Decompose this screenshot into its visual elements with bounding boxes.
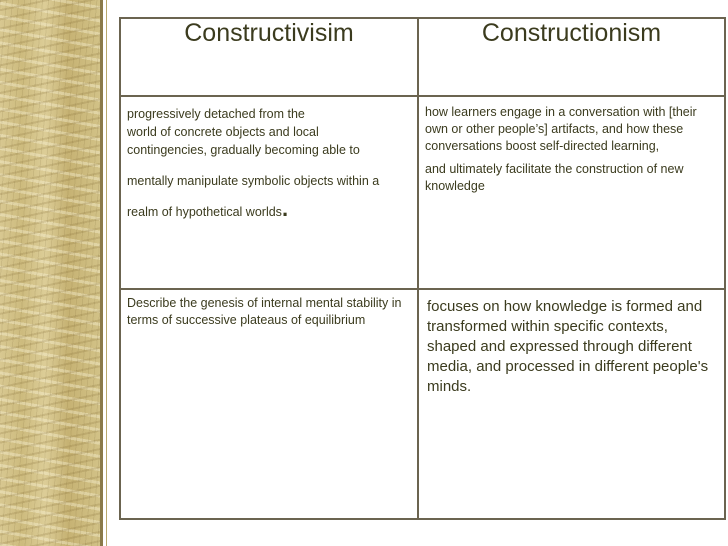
- cell-constructivism-description: [120, 96, 418, 289]
- header-constructionism: Constructionism: [418, 18, 725, 96]
- cell-paragraph: and ultimately facilitate the construction of new knowledge: [425, 162, 684, 193]
- cell-text-line: progressively detached from the: [127, 107, 305, 121]
- decorative-divider-line-thin: [106, 0, 107, 546]
- table-row: [120, 289, 725, 519]
- cell-constructivism-genesis: [120, 289, 418, 519]
- cell-text-line: world of concrete objects and local: [127, 125, 319, 139]
- table-header-row: [120, 18, 725, 96]
- cell-paragraph: how learners engage in a conversation with [their own or other people’s] artifacts, and how these conversations boost self-directed learning,: [425, 105, 697, 153]
- decorative-side-band: [0, 0, 100, 546]
- cell-text-line: mentally manipulate symbolic objects within a: [127, 174, 380, 188]
- cell-text-line: contingencies, gradually becoming able to: [127, 143, 360, 157]
- cell-text-line-last: [127, 196, 411, 223]
- cell-constructionism-focus: [418, 289, 725, 519]
- cell-text: realm of hypothetical worlds: [127, 205, 282, 219]
- cell-constructionism-description: [418, 96, 725, 289]
- end-mark: .: [281, 196, 289, 221]
- cell-text: Describe the genesis of internal mental stability in terms of successive plateaus of equilibrium: [127, 296, 402, 327]
- header-constructivism: Constructivisim: [120, 18, 418, 96]
- cell-text: focuses on how knowledge is formed and transformed within specific contexts, shaped and expressed through different media, and processed in different people's minds.: [427, 298, 709, 395]
- table-row: [120, 96, 725, 289]
- comparison-table: [119, 17, 726, 520]
- decorative-divider-line: [100, 0, 103, 546]
